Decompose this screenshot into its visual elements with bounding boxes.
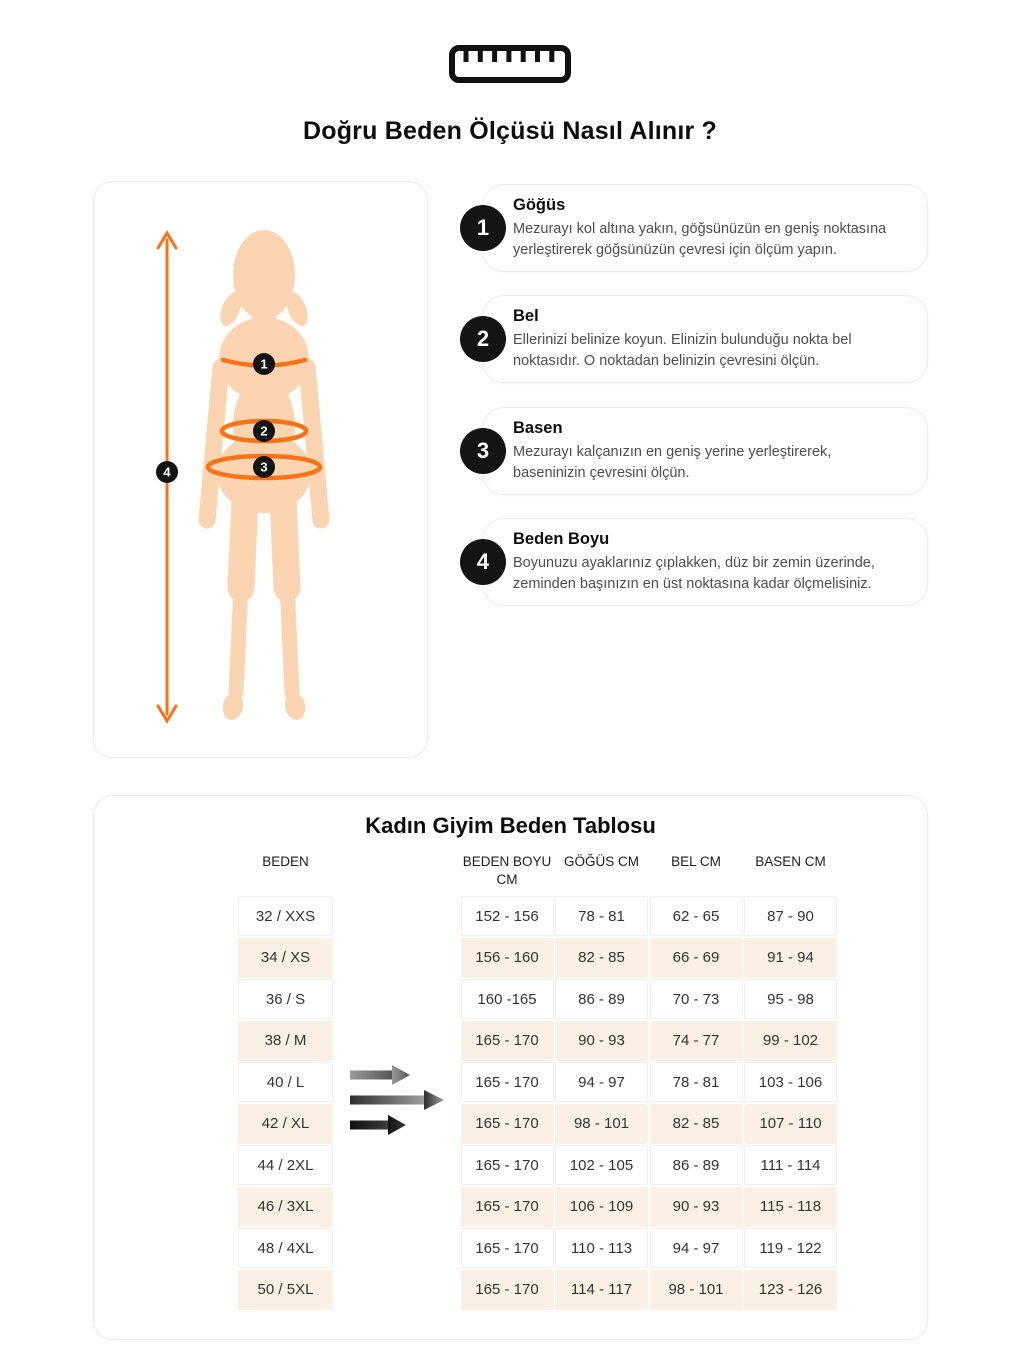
size-table-header-row <box>238 853 927 888</box>
table-row <box>238 1062 927 1102</box>
value-cell: 165 - 170 <box>461 1270 554 1310</box>
svg-text:3: 3 <box>260 459 268 475</box>
step-number-badge: 2 <box>460 316 506 362</box>
table-row <box>238 1187 927 1227</box>
value-cell: 165 - 170 <box>461 1145 554 1185</box>
value-cell: 86 - 89 <box>650 1145 743 1185</box>
value-cell: 107 - 110 <box>744 1104 837 1144</box>
instruction-text: Ellerinizi belinize koyun. Elinizin bulunduğu nokta bel noktasıdır. O noktadan belinizin çevresini ölçün. <box>513 331 852 369</box>
value-cell: 110 - 113 <box>555 1228 648 1268</box>
value-cell: 106 - 109 <box>555 1187 648 1227</box>
size-table-title: Kadın Giyim Beden Tablosu <box>365 813 656 838</box>
waist-marker-badge <box>253 420 275 442</box>
height-marker-badge <box>156 461 178 483</box>
measurement-figure-card <box>93 181 428 758</box>
svg-text:1: 1 <box>260 356 268 372</box>
step-number-badge: 1 <box>460 205 506 251</box>
instruction-text: Mezurayı kalçanızın en geniş yerine yerleştirerek, baseninizin çevresini ölçün. <box>513 443 832 481</box>
svg-text:4: 4 <box>163 464 171 480</box>
value-cell: 165 - 170 <box>461 1104 554 1144</box>
table-row <box>238 896 927 936</box>
instruction-title: Beden Boyu <box>513 529 610 548</box>
column-header-beden: BEDEN <box>262 854 309 869</box>
table-row <box>238 938 927 978</box>
size-cell: 48 / 4XL <box>238 1228 333 1268</box>
column-header-beden-boyu: BEDEN BOYU CM <box>462 854 552 887</box>
value-cell: 152 - 156 <box>461 896 554 936</box>
value-cell: 95 - 98 <box>744 979 837 1019</box>
instruction-card-height <box>476 518 928 606</box>
table-row <box>238 1228 927 1268</box>
instruction-title: Basen <box>513 418 563 437</box>
value-cell: 115 - 118 <box>744 1187 837 1227</box>
value-cell: 98 - 101 <box>650 1270 743 1310</box>
value-cell: 74 - 77 <box>650 1021 743 1061</box>
value-cell: 94 - 97 <box>650 1228 743 1268</box>
value-cell: 78 - 81 <box>555 896 648 936</box>
value-cell: 119 - 122 <box>744 1228 837 1268</box>
size-cell: 50 / 5XL <box>238 1270 333 1310</box>
table-row <box>238 1270 927 1310</box>
table-row <box>238 1104 927 1144</box>
value-cell: 103 - 106 <box>744 1062 837 1102</box>
size-cell: 32 / XXS <box>238 896 333 936</box>
instruction-title: Göğüs <box>513 195 566 214</box>
svg-text:2: 2 <box>260 423 268 439</box>
value-cell: 165 - 170 <box>461 1021 554 1061</box>
chest-marker-badge <box>253 353 275 375</box>
value-cell: 90 - 93 <box>555 1021 648 1061</box>
value-cell: 165 - 170 <box>461 1228 554 1268</box>
value-cell: 62 - 65 <box>650 896 743 936</box>
size-table-card <box>93 795 928 1340</box>
size-direction-arrows-icon <box>350 1064 450 1136</box>
size-cell: 46 / 3XL <box>238 1187 333 1227</box>
value-cell: 156 - 160 <box>461 938 554 978</box>
value-cell: 94 - 97 <box>555 1062 648 1102</box>
value-cell: 70 - 73 <box>650 979 743 1019</box>
value-cell: 160 -165 <box>461 979 554 1019</box>
value-cell: 87 - 90 <box>744 896 837 936</box>
body-figure-illustration <box>94 182 428 758</box>
column-header-gogus: GÖĞÜS CM <box>563 854 639 869</box>
instruction-text: Boyunuzu ayaklarınız çıplakken, düz bir zemin üzerinde, zeminden başınızın en üst noktasına kadar ölçmelisiniz. <box>513 554 875 592</box>
value-cell: 90 - 93 <box>650 1187 743 1227</box>
step-number-badge: 3 <box>460 428 506 474</box>
value-cell: 66 - 69 <box>650 938 743 978</box>
value-cell: 86 - 89 <box>555 979 648 1019</box>
instruction-text: Mezurayı kol altına yakın, göğsünüzün en geniş noktasına yerleştirerek göğsünüzün çevresi için ölçüm yapın. <box>513 220 887 258</box>
ruler-icon <box>0 44 1020 89</box>
instruction-card-waist <box>476 295 928 383</box>
value-cell: 98 - 101 <box>555 1104 648 1144</box>
value-cell: 82 - 85 <box>555 938 648 978</box>
value-cell: 99 - 102 <box>744 1021 837 1061</box>
step-number-badge: 4 <box>460 539 506 585</box>
size-cell: 44 / 2XL <box>238 1145 333 1185</box>
size-table-body <box>94 896 927 1310</box>
table-row <box>238 1021 927 1061</box>
hip-marker-badge <box>253 456 275 478</box>
column-header-bel: BEL CM <box>671 854 721 869</box>
value-cell: 123 - 126 <box>744 1270 837 1310</box>
page-title: Doğru Beden Ölçüsü Nasıl Alınır ? <box>302 117 718 145</box>
size-cell: 36 / S <box>238 979 333 1019</box>
value-cell: 165 - 170 <box>461 1062 554 1102</box>
instruction-card-chest <box>476 184 928 272</box>
value-cell: 114 - 117 <box>555 1270 648 1310</box>
column-header-basen: BASEN CM <box>755 854 826 869</box>
size-cell: 38 / M <box>238 1021 333 1061</box>
table-row <box>238 979 927 1019</box>
instruction-card-hip <box>476 407 928 495</box>
value-cell: 102 - 105 <box>555 1145 648 1185</box>
size-cell: 34 / XS <box>238 938 333 978</box>
value-cell: 111 - 114 <box>744 1145 837 1185</box>
size-cell: 40 / L <box>238 1062 333 1102</box>
value-cell: 78 - 81 <box>650 1062 743 1102</box>
size-cell: 42 / XL <box>238 1104 333 1144</box>
instruction-title: Bel <box>513 306 539 325</box>
table-row <box>238 1145 927 1185</box>
value-cell: 91 - 94 <box>744 938 837 978</box>
value-cell: 165 - 170 <box>461 1187 554 1227</box>
value-cell: 82 - 85 <box>650 1104 743 1144</box>
